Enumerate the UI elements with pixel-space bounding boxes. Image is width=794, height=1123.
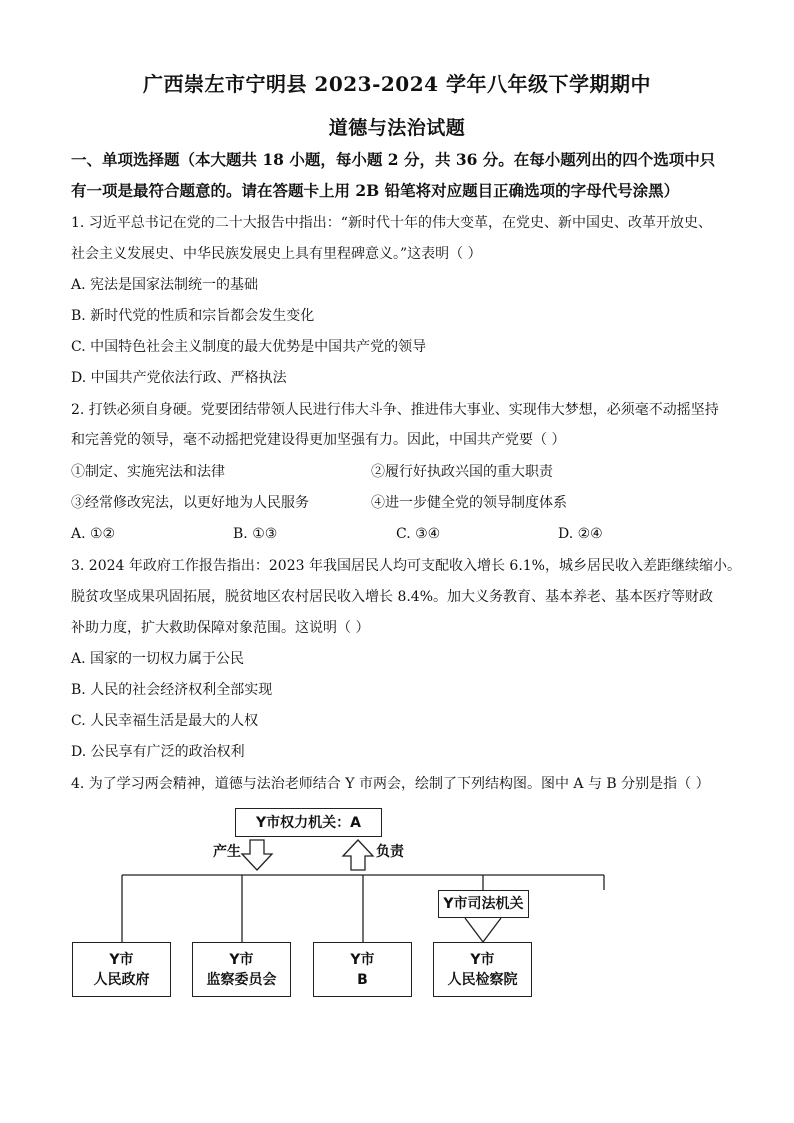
people-government-box [72,942,171,997]
q2-item-2: ②履行好执政兴国的重大职责 [371,464,553,480]
q2-item-3: ③经常修改宪法，以更好地为人民服务 [71,495,309,511]
q1-option-a[interactable]: A. 宪法是国家法制统一的基础 [71,277,259,293]
box-city-label: Y市 [229,951,254,968]
box-org-label: 监察委员会 [206,971,277,988]
judicial-organ-label: Y市司法机关 [443,896,524,912]
responsible-label: 负责 [376,844,404,860]
section-heading-line1: 一、单项选择题（本大题共 18 小题，每小题 2 分，共 36 分。在每小题列出的四个选项中只 [71,150,716,169]
produce-label: 产生 [213,844,241,860]
procuratorate-box [433,942,532,997]
supervisory-commission-box [192,942,291,997]
q3-option-d[interactable]: D. 公民享有广泛的政治权利 [71,744,245,760]
exam-subtitle: 道德与法治试题 [328,117,466,139]
q4-stem-line1: 4. 为了学习两会精神，道德与法治老师结合 Y 市两会，绘制了下列结构图。图中 A 与 B 分别是指（ ） [71,776,710,792]
q2-stem-line2: 和完善党的领导，毫不动摇把党建设得更加坚强有力。因此，中国共产党要（ ） [71,432,566,448]
q1-stem-line2: 社会主义发展史、中华民族发展史上具有里程碑意义。”这表明（ ） [71,246,482,262]
q2-option-c[interactable]: C. ③④ [396,526,441,542]
q1-option-c[interactable]: C. 中国特色社会主义制度的最大优势是中国共产党的领导 [71,339,427,355]
exam-title: 广西崇左市宁明县 2023-2024 学年八年级下学期期中 [142,72,652,96]
q1-option-d[interactable]: D. 中国共产党依法行政、严格执法 [71,370,287,386]
power-organ-label: Y市权力机关：A [256,814,361,831]
section-heading [71,144,726,206]
q3-stem-line1: 3. 2024 年政府工作报告指出：2023 年我国居民人均可支配收入增长 6.1%，城乡居民收入差距继续缩小。 [71,558,741,574]
q2-item-1: ①制定、实施宪法和法律 [71,464,225,480]
box-city-label: Y市 [350,951,375,968]
q3-option-c[interactable]: C. 人民幸福生活是最大的人权 [71,713,259,729]
section-heading-line2: 有一项是最符合题意的。请在答题卡上用 2B 铅笔将对应题目正确选项的字母代号涂黑） [71,181,680,200]
judicial-organ-box [438,890,529,918]
q3-stem-line3: 补助力度，扩大救助保障对象范围。这说明（ ） [71,620,370,636]
q1-stem-line1: 1. 习近平总书记在党的二十大报告中指出：“新时代十年的伟大变革，在党史、新中国史、改革开放史、 [71,215,712,231]
q2-option-d[interactable]: D. ②④ [558,526,603,542]
box-city-label: Y市 [109,951,134,968]
q2-option-b[interactable]: B. ①③ [233,526,278,542]
box-org-label: 人民检察院 [447,971,518,988]
up-arrow-icon [343,840,373,870]
box-city-label: Y市 [470,951,495,968]
q1-option-b[interactable]: B. 新时代党的性质和宗旨都会发生变化 [71,308,315,324]
q2-stem-line1: 2. 打铁必须自身硬。党要团结带领人民进行伟大斗争、推进伟大事业、实现伟大梦想，必须毫不动摇坚持 [71,402,719,418]
power-organ-box [235,808,382,837]
q3-option-a[interactable]: A. 国家的一切权力属于公民 [71,651,245,667]
q2-item-4: ④进一步健全党的领导制度体系 [371,495,567,511]
down-arrow-icon [242,840,272,870]
box-org-label: 人民政府 [93,971,150,988]
q2-option-a[interactable]: A. ①② [71,526,116,542]
organ-b-box [313,942,412,997]
box-org-label: B [357,971,368,988]
q3-stem-line2: 脱贫攻坚成果巩固拓展，脱贫地区农村居民收入增长 8.4%。加大义务教育、基本养老、基本医疗等财政 [71,589,714,605]
q3-option-b[interactable]: B. 人民的社会经济权利全部实现 [71,682,273,698]
